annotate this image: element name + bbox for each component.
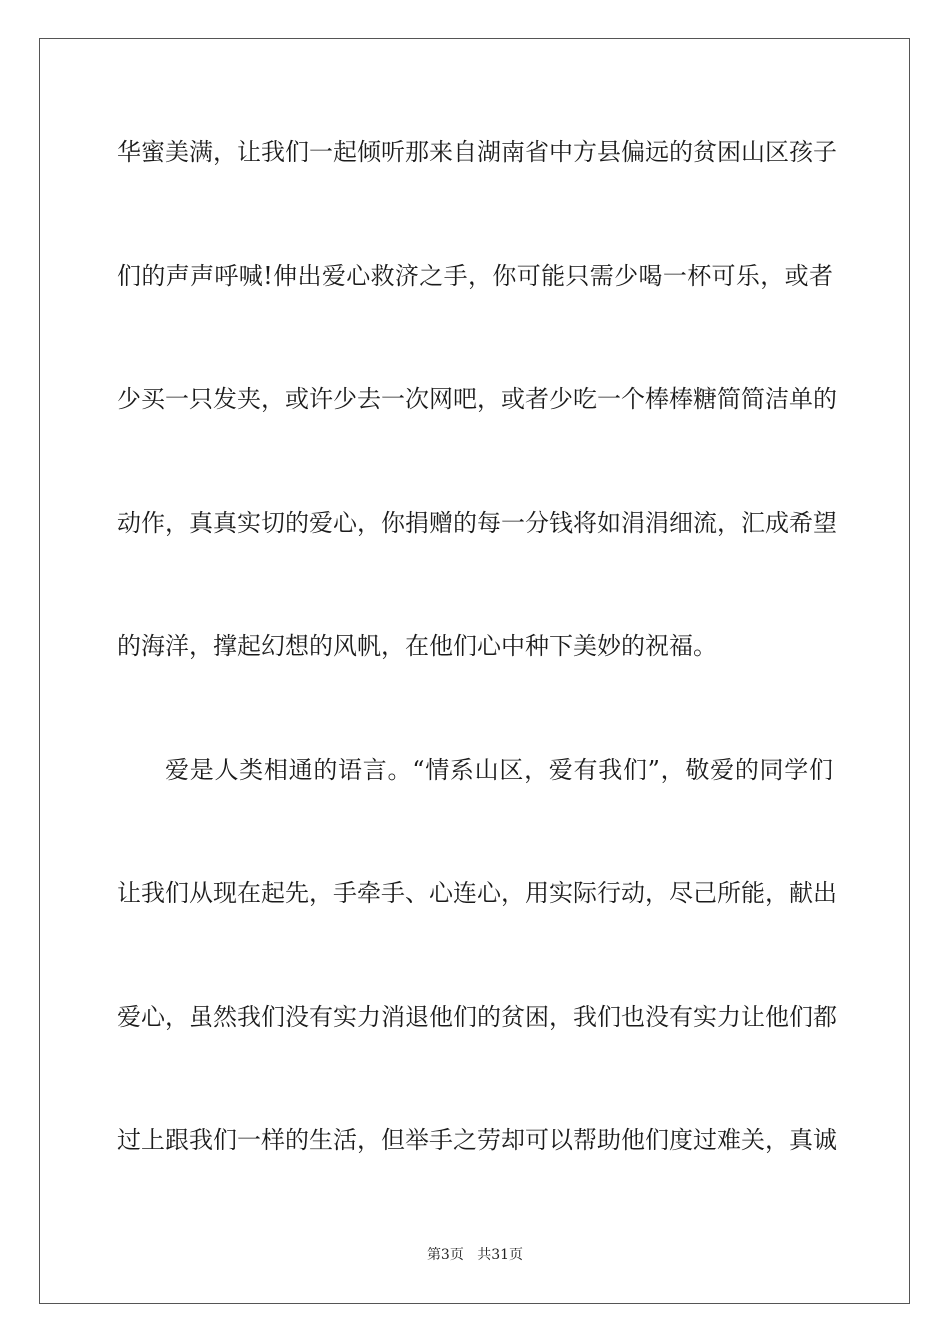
body-text-line: 的海洋，撑起幻想的风帆，在他们心中种下美妙的祝福。 bbox=[117, 632, 717, 660]
paragraph-first-line: 爱是人类相通的语言。“情系山区，爱有我们”，敬爱的同学们 bbox=[165, 756, 833, 784]
body-text-line: 们的声声呼喊!伸出爱心救济之手，你可能只需少喝一杯可乐，或者 bbox=[117, 262, 833, 290]
page-border bbox=[39, 38, 910, 1304]
page-footer bbox=[0, 1246, 950, 1264]
page-total: 共31页 bbox=[477, 1247, 524, 1263]
body-text-line: 爱心，虽然我们没有实力消退他们的贫困，我们也没有实力让他们都 bbox=[117, 1003, 837, 1031]
page-number: 第3页 bbox=[426, 1247, 464, 1263]
body-text-line: 华蜜美满，让我们一起倾听那来自湖南省中方县偏远的贫困山区孩子 bbox=[117, 138, 837, 166]
body-text-line: 过上跟我们一样的生活，但举手之劳却可以帮助他们度过难关，真诚 bbox=[117, 1126, 837, 1154]
body-text-line: 少买一只发夹，或许少去一次网吧，或者少吃一个棒棒糖简简洁单的 bbox=[117, 385, 837, 413]
body-text-line: 动作，真真实切的爱心，你捐赠的每一分钱将如涓涓细流，汇成希望 bbox=[117, 509, 837, 537]
body-text-line: 让我们从现在起先，手牵手、心连心，用实际行动，尽己所能，献出 bbox=[117, 879, 837, 907]
